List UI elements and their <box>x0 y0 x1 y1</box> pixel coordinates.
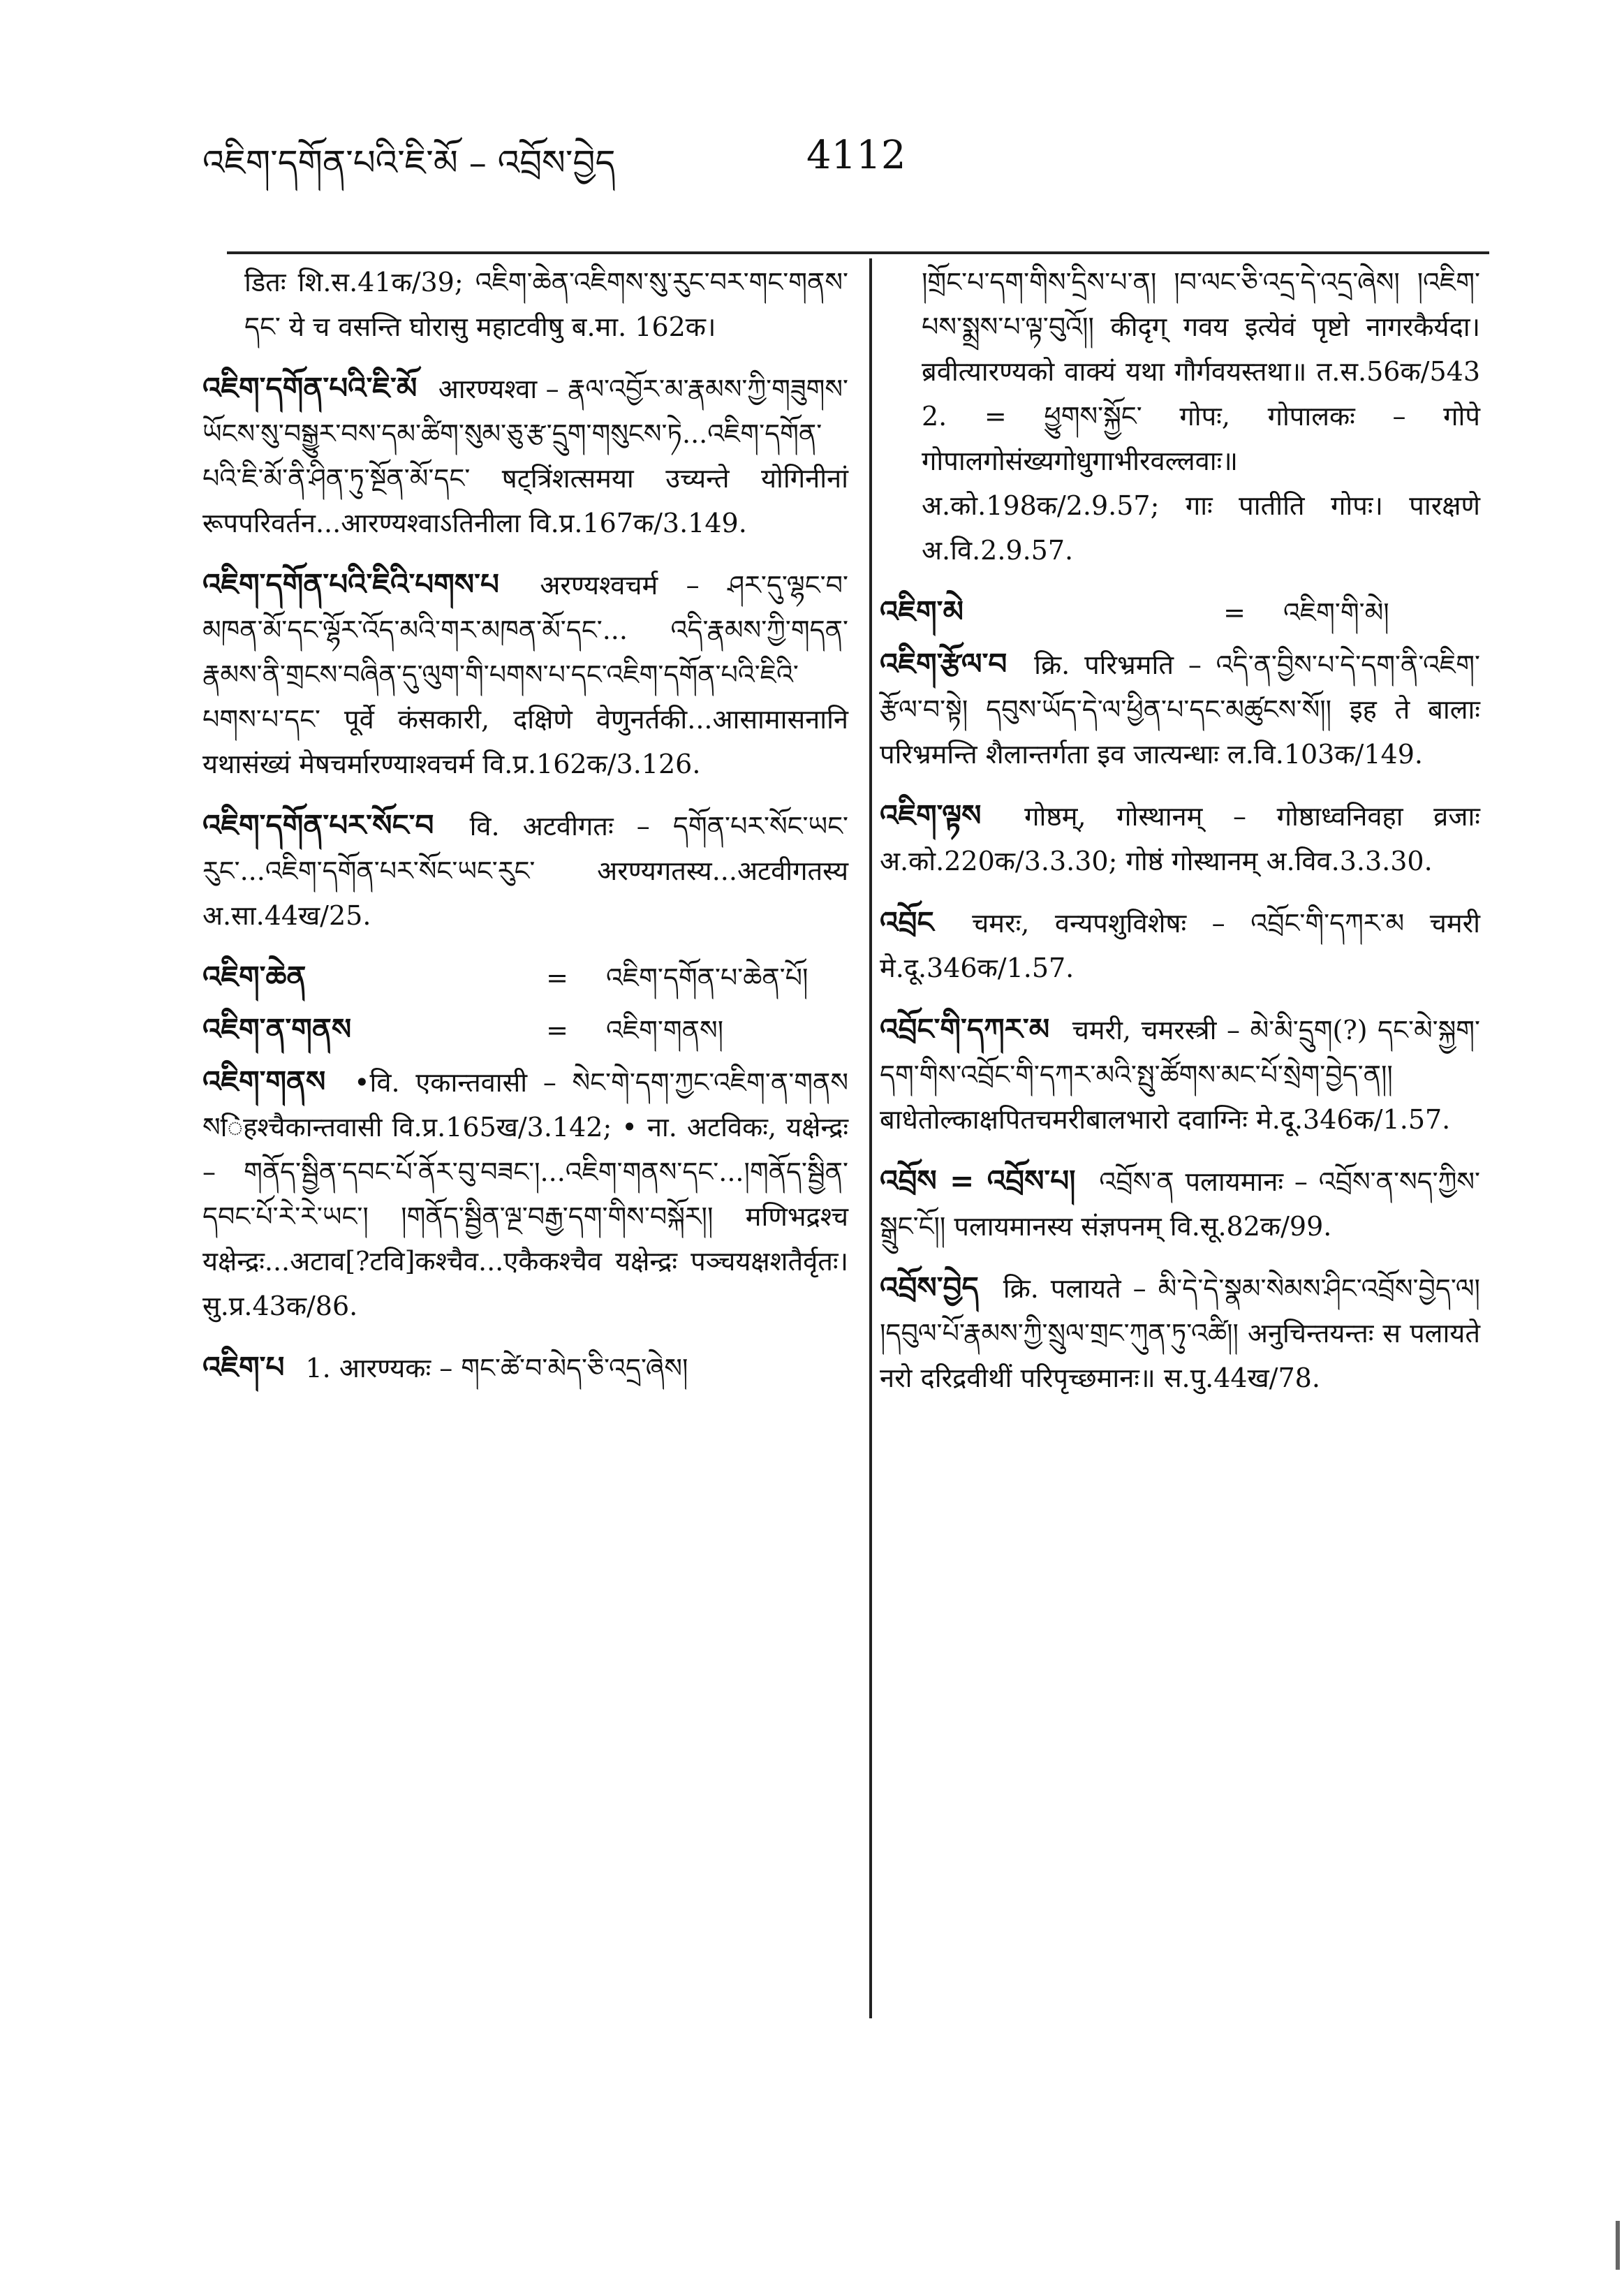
entry-text: །གྲོང་པ་དག་གིས་དྲིས་པ་ན། །བ་ལང་ཅི་འདྲ་དེ་འདྲ་ཞེས། །འཇིག་པས་སྨྲས་པ་ལྟ་བུའོ།། कीदृग् गवय इत्येवं पृष्टो नागरकैर्यदा। ब्रवीत्यारण्यको वाक्यं यथा गौर्गवयस्तथा॥ त.स.56क/543 2. = ཕྱུགས་སྐྱོང་ गोपः, गोपालकः – गोपे गोपालगोसंख्यगोधुगाभीरवल्लवाः॥ अ.को.198क/2.9.57; गाः पातीति गोपः। पारक्षणे अ.वि.2.9.57. <box>922 267 1480 566</box>
headword: འཇིག་ཆེན <box>202 960 307 994</box>
entry-text: चमरः, वन्यपशुविशेषः – འབྲོང་གི་དཀར་མ चमरी मे.दू.346क/1.57. <box>880 908 1480 983</box>
cross-reference <box>202 955 848 1000</box>
headword: འཇིག་པ <box>202 1350 285 1384</box>
dictionary-entry <box>880 900 1480 990</box>
headword: འཇིག་རྩོལ་བ <box>880 647 1007 681</box>
dictionary-entry <box>880 642 1480 777</box>
dictionary-entry <box>880 1265 1480 1400</box>
entry-text: अरण्यश्वचर्म – ཤར་དུ་ལྷང་བ་མཁན་མོ་དང་ལྷོར་འོད་མའི་གར་མཁན་མོ་དང་... འདི་རྣམས་ཀྱི་གདན་རྣམས་ནི་གྲངས་བཞིན་དུ་ལུག་གི་པགས་པ་དང་འཇིག་དགོན་པའི་ཇིའི་པགས་པ་དང་ पूर्वे कंसकारी, दक्षिणे वेणुनर्तकी...आसामासनानि यथासंख्यं मेषचर्मारण्याश्वचर्म वि.प्र.162क/3.126. <box>202 570 848 779</box>
headword: འཇིག་ན་གནས <box>202 1012 352 1046</box>
headword: འབྲོས = འབྲོས་པ། <box>880 1164 1076 1198</box>
column-divider <box>869 258 872 2018</box>
dictionary-entry <box>202 1345 848 1390</box>
headword: འབྲོས་བྱེད <box>880 1270 979 1305</box>
entry-text: འབྲོས་ན पलायमानः – འབྲོས་ན་སད་ཀྱིས་སྒྲུང་ངོ།། पलायमानस्य संज्ञपनम् वि.सू.82क/99. <box>880 1166 1480 1242</box>
entry-text: 1. आरण्यकः – གང་ཚེ་བ་མེད་ཅི་འདྲ་ཞེས། <box>305 1353 688 1383</box>
left-column <box>202 260 848 1407</box>
header-rule <box>227 251 1489 254</box>
dictionary-entry <box>202 366 848 545</box>
cross-ref-target: འཇིག་དགོན་པ་ཆེན་པོ། <box>606 962 809 993</box>
entry-continuation <box>880 260 1480 573</box>
dictionary-entry <box>880 793 1480 883</box>
equals-sign: = <box>546 1015 568 1045</box>
entry-text: •वि. एकान्तवासी – སེང་གེ་དག་ཀྱང་འཇིག་ན་གནས སिंहश्चैकान्तवासी वि.प्र.165ख/3.142; • ना. अटविकः, यक्षेन्द्रः – གནོད་སྦྱིན་དབང་པོ་ནོར་བུ་བཟང་།...འཇིག་གནས་དང་...།གནོད་སྦྱིན་དབང་པོ་རེ་རེ་ཡང་། །གནོད་སྦྱིན་ལྔ་བརྒྱ་དག་གིས་བསྐོར།། मणिभद्रश्च यक्षेन्द्रः...अटाव[?टवि]कश्चैव...एकैकश्चैव यक्षेन्द्रः पञ्चयक्षशतैर्वृतः। सु.प्र.43क/86. <box>202 1067 848 1321</box>
headword: འབྲོང་གི་དཀར་མ <box>880 1012 1050 1046</box>
scan-edge-mark <box>1616 2221 1620 2270</box>
entry-text: चमरी, चमरस्त्री – མེ་མི་དྲུག(?) དང་མེ་སྐྱག་དག་གིས་འབྲོང་གི་དཀར་མའི་སྤུ་ཚོགས་མང་པོ་སྲེག་བྱེད་ན།། बाधेतोल्काक्षपितचमरीबालभारो दवाग्निः मे.दू.346क/1.57. <box>880 1015 1480 1135</box>
entry-text: वि. अटवीगतः – དགོན་པར་སོང་ཡང་རུང་...འཇིག་དགོན་པར་སོང་ཡང་རུང་ अरण्यगतस्य...अटवीगतस्य अ.सा.44ख/25. <box>202 811 848 931</box>
headword: འཇིག་དགོན་པར་སོང་བ <box>202 808 434 842</box>
dictionary-entry <box>202 562 848 786</box>
entry-text: क्रि. परिभ्रमति – འདི་ན་བྱིས་པ་དེ་དག་ནི་འཇིག་རྩོལ་བ་སྟེ། དབུས་ཡོད་དེ་ལ་ཕྱིན་པ་དང་མཚུངས་སོ།། इह ते बालाः परिभ्रमन्ति शैलान्तर्गता इव जात्यन्धाः ल.वि.103क/149. <box>880 649 1480 770</box>
cross-reference <box>202 1007 848 1052</box>
entry-text: डितः शि.स.41क/39; འཇིག་ཆེན་འཇིགས་སུ་རུང་བར་གང་གནས་དང་ ये च वसन्ति घोरासु महाटवीषु ब.मा. 162क। <box>244 267 848 342</box>
cross-reference <box>880 589 1480 635</box>
dictionary-entry <box>880 1159 1480 1249</box>
headword: འཇིག་དགོན་པའི་ཇིའི་པགས་པ <box>202 567 499 601</box>
running-head: འཇིག་དགོན་པའི་ཇི་མོ – འབྲོས་བྱེད <box>202 142 616 183</box>
right-column <box>880 260 1480 1417</box>
headword: འཇིག་གནས <box>202 1064 326 1099</box>
entry-text: क्रि. पलायते – མི་དེ་དེ་སྣམ་སེམས་ཤིང་འབྲོས་བྱེད་ལ། །དབུལ་པོ་རྣམས་ཀྱི་སྲུལ་གྲང་ཀུན་ཏུ་འཚི།། अनुचिन्तयन्तः स पलायते नरो दरिद्रवीथीं परिपृच्छमानः॥ स.पु.44ख/78. <box>880 1273 1480 1393</box>
headword: འཇིག་མེ <box>880 594 964 629</box>
headword: འཇིག་དགོན་པའི་ཇི་མོ <box>202 371 418 405</box>
dictionary-entry <box>202 1059 848 1328</box>
dictionary-entry <box>880 1007 1480 1142</box>
equals-sign: = <box>1223 597 1246 628</box>
cross-ref-target: འཇིག་གནས། <box>606 1015 724 1045</box>
entry-text: आरण्यश्वा – རྣལ་འབྱོར་མ་རྣམས་ཀྱི་གཟུགས་ཡོངས་སུ་བསྒྱུར་བས་དམ་ཚིག་སུམ་ཅུ་རྩ་དྲུག་གསུངས་ཏེ...འཇིག་དགོན་པའི་ཇི་མོ་ནི་ཤིན་ཏུ་སྔོན་མོ་དང་ षट्त्रिंशत्समया उच्यन्ते योगिनीनां रूपपरिवर्तन...आरण्यश्वाऽतिनीला वि.प्र.167क/3.149. <box>202 374 848 538</box>
page-number: 4112 <box>806 133 906 178</box>
dictionary-entry <box>202 803 848 938</box>
entry-text: गोष्ठम्, गोस्थानम् – गोष्ठाध्वनिवहा व्रजाः अ.को.220क/3.3.30; गोष्ठं गोस्थानम् अ.विव.3.3.30. <box>880 801 1480 876</box>
equals-sign: = <box>546 962 568 993</box>
cross-ref-target: འཇིག་གི་མེ། <box>1283 597 1389 628</box>
headword: འཇིག་ལྟས <box>880 798 982 832</box>
headword: འབྲོང <box>880 905 934 939</box>
entry-continuation <box>202 260 848 349</box>
